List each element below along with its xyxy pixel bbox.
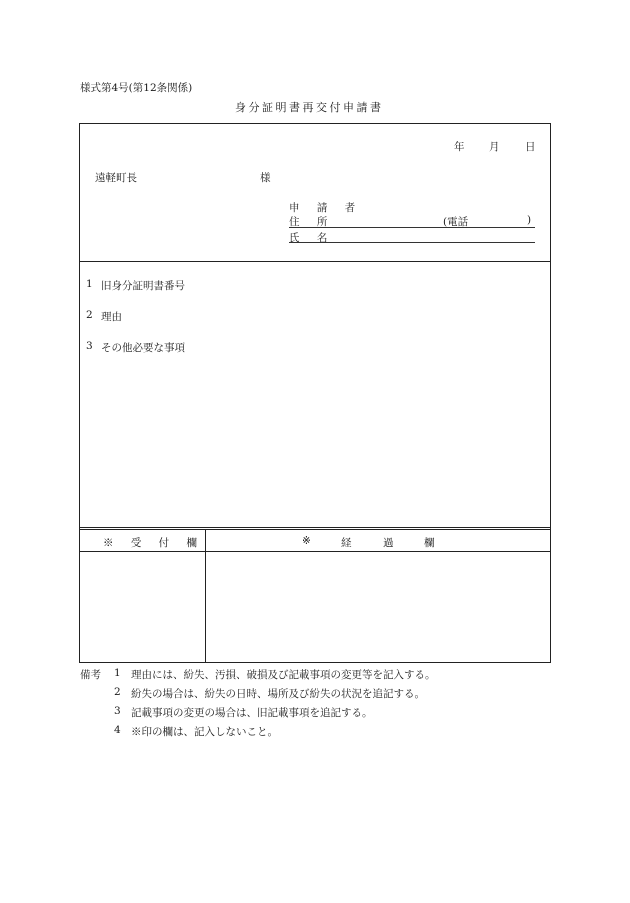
- note-4-text: ※印の欄は、記入しないこと。: [131, 726, 278, 738]
- item-3-number: 3: [86, 340, 93, 352]
- divider-office-top-inner: [79, 529, 551, 530]
- honorific: 様: [260, 172, 271, 184]
- note-2-number: 2: [114, 686, 121, 698]
- progress-header-mark: ※: [302, 535, 311, 547]
- date-month-label: 月: [489, 141, 500, 153]
- addressee: 遠軽町長: [95, 172, 137, 184]
- receipt-column-header: ※ 受 付 欄: [103, 537, 205, 549]
- divider-office-columns: [205, 529, 206, 663]
- progress-header-char-3: 欄: [424, 537, 435, 549]
- note-1-text: 理由には、紛失、汚損、破損及び記載事項の変更等を記入する。: [131, 669, 436, 681]
- phone-open: (電話: [443, 216, 469, 228]
- form-number: 様式第4号(第12条関係): [80, 82, 193, 94]
- item-3-label: その他必要な事項: [101, 342, 185, 354]
- divider-office-top: [79, 527, 551, 528]
- note-2-text: 紛失の場合は、紛失の日時、場所及び紛失の状況を追記する。: [131, 688, 425, 700]
- document-title: 身分証明書再交付申請書: [235, 101, 384, 114]
- date-year-label: 年: [454, 141, 465, 153]
- item-1-number: 1: [86, 278, 93, 290]
- divider-application: [79, 261, 551, 262]
- date-day-label: 日: [525, 141, 536, 153]
- notes-label: 備考: [80, 669, 101, 681]
- name-field[interactable]: [289, 242, 535, 243]
- phone-close: ): [527, 214, 532, 226]
- address-field[interactable]: [289, 227, 535, 228]
- note-1-number: 1: [114, 667, 121, 679]
- name-label: 氏 名: [289, 232, 335, 244]
- address-label: 住 所: [289, 216, 335, 228]
- item-1-label: 旧身分証明書番号: [101, 280, 185, 292]
- item-2-number: 2: [86, 309, 93, 321]
- item-2-label: 理由: [101, 311, 122, 323]
- note-4-number: 4: [114, 724, 121, 736]
- applicant-label: 申 請 者: [289, 202, 363, 214]
- note-3-text: 記載事項の変更の場合は、旧記載事項を追記する。: [131, 707, 373, 719]
- progress-header-char-1: 経: [341, 537, 352, 549]
- note-3-number: 3: [114, 705, 121, 717]
- divider-office-header: [79, 551, 551, 552]
- progress-header-char-2: 過: [383, 537, 394, 549]
